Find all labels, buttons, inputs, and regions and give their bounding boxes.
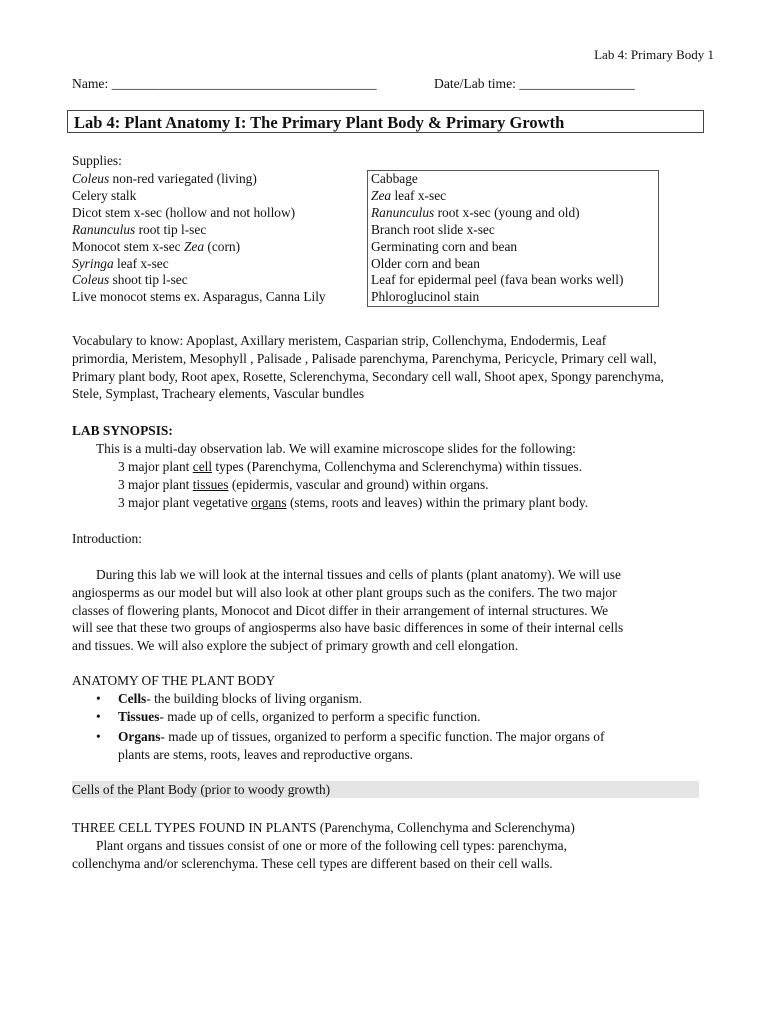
supply-right: Zea leaf x-sec	[368, 188, 659, 205]
supply-right: Germinating corn and bean	[368, 239, 659, 256]
table-row	[71, 272, 659, 289]
supply-right: Leaf for epidermal peel (fava bean works well)	[368, 272, 659, 289]
table-row	[71, 188, 659, 205]
vocabulary-line: primordia, Meristem, Mesophyll , Palisade , Palisade parenchyma, Parenchyma, Pericycle, Primary cell wall,	[72, 350, 657, 366]
introduction-line: During this lab we will look at the internal tissues and cells of plants (plant anatomy). We will use	[96, 567, 621, 582]
supply-left: Coleus non-red variegated (living)	[72, 170, 257, 186]
supply-left: Coleus shoot tip l-sec	[72, 272, 188, 288]
vocabulary-paragraph	[72, 332, 752, 403]
supply-left: Ranunculus root tip l-sec	[72, 221, 207, 237]
introduction-line: will see that these two groups of angiosperms also have basic differences in some of their internal cells	[72, 620, 624, 636]
cell-types-paragraph	[72, 837, 752, 873]
bullet-icon: •	[96, 709, 101, 724]
cell-types-heading: THREE CELL TYPES FOUND IN PLANTS (Parenchyma, Collenchyma and Sclerenchyma)	[72, 820, 575, 835]
date-field[interactable]: Date/Lab time: _________________	[434, 76, 635, 91]
supply-left: Syringa leaf x-sec	[72, 255, 169, 271]
lab-title: Lab 4: Plant Anatomy I: The Primary Plant Body & Primary Growth	[67, 110, 704, 133]
vocabulary-line: Stele, Symplast, Tracheary elements, Vascular bundles	[72, 386, 365, 402]
supply-left: Dicot stem x-sec (hollow and not hollow)	[72, 204, 296, 220]
introduction-line: angiosperms as our model but will also look at other plant groups such as the conifers. The two major	[72, 584, 617, 600]
cell-types-line: Plant organs and tissues consist of one or more of the following cell types: parenchyma,	[96, 838, 567, 853]
table-row	[71, 205, 659, 222]
introduction-line: and tissues. We will also explore the subject of primary growth and cell elongation.	[72, 638, 519, 654]
cell-types-line: collenchyma and/or sclerenchyma. These cell types are different based on their cell walls.	[72, 855, 553, 871]
table-row	[71, 222, 659, 239]
supply-right: Ranunculus root x-sec (young and old)	[368, 205, 659, 222]
introduction-paragraph	[72, 566, 752, 655]
table-row	[71, 289, 659, 306]
introduction-line: classes of flowering plants, Monocot and Dicot differ in their arrangement of internal structures. We	[72, 602, 609, 618]
table-row	[71, 256, 659, 273]
supply-right: Older corn and bean	[368, 256, 659, 273]
section-heading-cells: Cells of the Plant Body (prior to woody growth)	[72, 781, 699, 798]
table-row	[71, 239, 659, 256]
synopsis-item: 3 major plant cell types (Parenchyma, Collenchyma and Sclerenchyma) within tissues.	[118, 459, 583, 474]
synopsis-intro: This is a multi-day observation lab. We will examine microscope slides for the following:	[96, 441, 576, 456]
supply-left: Live monocot stems ex. Asparagus, Canna Lily	[72, 289, 326, 305]
table-row	[71, 171, 659, 188]
name-field[interactable]: Name: _______________________________________	[72, 76, 377, 91]
synopsis-heading: LAB SYNOPSIS:	[72, 423, 173, 438]
synopsis-item: 3 major plant vegetative organs (stems, roots and leaves) within the primary plant body.	[118, 495, 589, 510]
supply-left: Celery stalk	[72, 187, 137, 203]
supplies-label: Supplies:	[72, 153, 122, 168]
anatomy-heading: ANATOMY OF THE PLANT BODY	[72, 673, 276, 688]
supply-right: Phloroglucinol stain	[368, 289, 659, 306]
supplies-table	[71, 170, 659, 307]
synopsis-item: 3 major plant tissues (epidermis, vascular and ground) within organs.	[118, 477, 489, 492]
introduction-heading: Introduction:	[72, 531, 142, 546]
supply-right: Branch root slide x-sec	[368, 222, 659, 239]
supply-left: Monocot stem x-sec Zea (corn)	[72, 238, 241, 254]
vocabulary-line: Primary plant body, Root apex, Rosette, Sclerenchyma, Secondary cell wall, Shoot apex, Spongy parenchyma,	[72, 368, 664, 384]
vocabulary-line: Vocabulary to know: Apoplast, Axillary meristem, Casparian strip, Collenchyma, Endodermis, Leaf	[72, 333, 607, 348]
page-header: Lab 4: Primary Body 1	[594, 47, 714, 62]
bullet-icon: •	[96, 729, 101, 744]
supply-right: Cabbage	[368, 171, 659, 188]
bullet-icon: •	[96, 691, 101, 706]
